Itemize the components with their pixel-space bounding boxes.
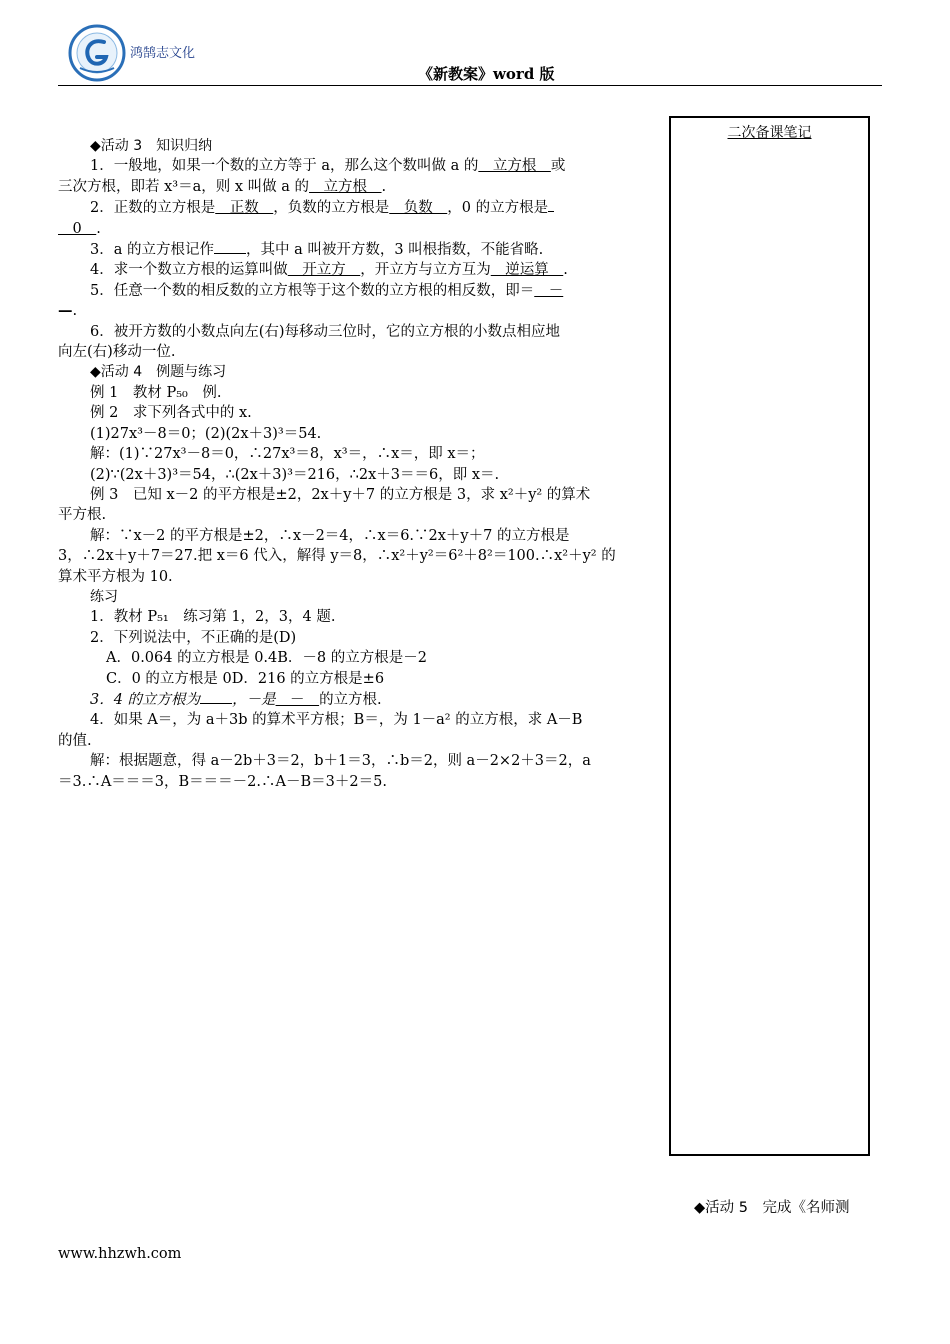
practice-4-solution: ＝3.∴A＝＝＝3，B＝＝＝－2.∴A－B＝3＋2＝5.: [58, 773, 387, 790]
answer-blank: 立方根: [478, 158, 551, 175]
practice-2-options: C．0 的立方根是 0D．216 的立方根是±6: [106, 670, 385, 687]
paragraph: 6．被开方数的小数点向左(右)每移动三位时，它的立方根的小数点相应地: [90, 323, 561, 340]
example-3-solution: 解：∵x－2 的平方根是±2，∴x－2＝4，∴x＝6.∵2x＋y＋7 的立方根是: [90, 527, 570, 544]
footer-url: www.hhzwh.com: [58, 1246, 182, 1262]
paragraph: 三次方根，即若 x³＝a，则 x 叫做 a 的 立方根 .: [58, 178, 387, 195]
example-3-solution: 3，∴2x＋y＋7＝27.把 x＝6 代入，解得 y＝8，∴x²＋y²＝6²＋8²＝100.∴x²＋y² 的: [58, 548, 616, 565]
paragraph: 1．一般地，如果一个数的立方等于 a，那么这个数叫做 a 的 立方根 或: [90, 158, 566, 175]
practice-4: 的值.: [58, 732, 92, 749]
answer-blank: 正数: [215, 200, 274, 217]
answer-blank: －: [534, 282, 564, 299]
answer-blank: 0: [58, 220, 97, 237]
paragraph: 4．求一个数立方根的运算叫做 开立方 ，开立方与立方互为 逆运算 .: [90, 262, 568, 279]
paragraph: 5．任意一个数的相反数的立方根等于这个数的立方根的相反数，即＝ －: [90, 282, 564, 299]
practice-heading: 练习: [90, 588, 118, 605]
example-3: 平方根.: [58, 507, 107, 524]
answer-blank: 逆运算: [490, 262, 564, 279]
paragraph: 3．a 的立方根记作 ，其中 a 叫被开方数，3 叫根指数，不能省略.: [58, 239, 636, 260]
answer-blank: [548, 197, 554, 212]
answer-blank: 立方根: [309, 178, 382, 195]
example-2: 例 2 求下列各式中的 x.: [90, 405, 252, 422]
paragraph: 0 .: [58, 220, 101, 237]
paragraph: —.: [58, 302, 78, 320]
brand-name: 鸿鹄志文化: [130, 46, 196, 61]
practice-1: 1．教材 P₅₁ 练习第 1，2，3，4 题.: [90, 609, 336, 626]
paragraph: 2．正数的立方根是 正数 ，负数的立方根是 负数 ，0 的立方根是: [58, 197, 636, 218]
example-2-solution: (2)∵(2x＋3)³＝54，∴(2x＋3)³＝216，∴2x＋3＝＝6，即 x＝.: [90, 466, 500, 483]
example-2-solution: 解：(1)∵27x³－8＝0，∴27x³＝8，x³＝，∴x＝，即 x＝；: [90, 446, 485, 463]
example-1: 例 1 教材 P₅₀ 例.: [90, 384, 222, 401]
example-3-solution: 算术平方根为 10.: [58, 568, 173, 585]
answer-blank: [214, 239, 246, 254]
answer-blank: －: [275, 691, 320, 708]
brand-logo: [68, 24, 126, 82]
paragraph: 向左(右)移动一位.: [58, 344, 176, 361]
practice-4: 4．如果 A＝，为 a＋3b 的算术平方根；B＝，为 1－a² 的立方根，求 A－B: [90, 712, 583, 729]
lesson-notes-box: [669, 116, 870, 1156]
header-divider: [58, 85, 882, 86]
answer-blank: [200, 689, 232, 704]
document-title: 《新教案》word 版: [418, 65, 555, 83]
practice-2: 2．下列说法中，不正确的是(D): [90, 629, 297, 646]
practice-4-solution: 解：根据题意，得 a－2b＋3＝2，b＋1＝3，∴b＝2，则 a－2×2＋3＝2，a: [90, 753, 591, 770]
main-content: [58, 136, 636, 792]
lesson-notes-title: 二次备课笔记: [727, 125, 812, 141]
practice-3: 3．4 的立方根为 ，－是 － 的立方根.: [58, 689, 636, 710]
example-2-equations: (1)27x³－8＝0；(2)(2x＋3)³＝54.: [90, 425, 322, 442]
practice-2-options: A．0.064 的立方根是 0.4B．－8 的立方根是－2: [106, 650, 427, 667]
example-3: 例 3 已知 x－2 的平方根是±2，2x＋y＋7 的立方根是 3，求 x²＋y² 的算术: [90, 486, 591, 503]
activity3-heading: ◆活动 3 知识归纳: [90, 138, 213, 154]
answer-blank: 开立方: [287, 262, 361, 279]
activity4-heading: ◆活动 4 例题与练习: [90, 364, 227, 381]
activity5-line: ◆活动 5 完成《名师测: [694, 1200, 850, 1216]
answer-blank: 负数: [389, 200, 448, 217]
